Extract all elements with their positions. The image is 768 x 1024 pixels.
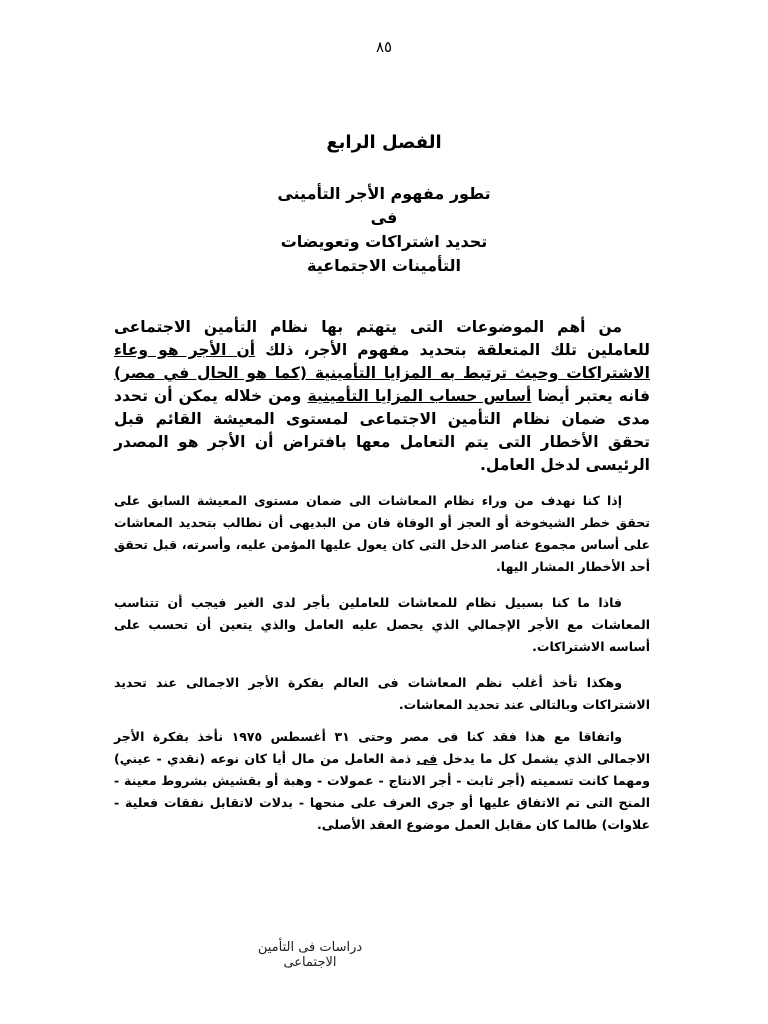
paragraph-5 [114, 726, 650, 836]
paragraph-2 [114, 490, 650, 578]
paragraph-1-part-2: فانه يعتبر أيضا [531, 387, 650, 405]
chapter-title: الفصل الرابع [326, 132, 442, 153]
paragraph-1-text [114, 316, 650, 477]
paragraph-2-text: إذا كنا نهدف من وراء نظام المعاشات الى ضمان مستوى المعيشة السابق على تحقق خطر الشيخوخة أو العجز أو الوفاة فان من البديهى أن نطالب بتحديد المعاشات على أساس مجموع عناصر الدخل التى كان يعول عليها المؤمن عليه، وأسرته، قبل تحقق أحد الأخطار المشار اليها. [114, 493, 650, 574]
paragraph-5-part-2: ذمة العامل من مال أيا كان نوعه (نقدي - عيني) ومهما كانت تسميته (أجر ثابت - أجر الانتاج - عمولات - وهبة أو بقشيش بشروط معينة - المنح التى تم الاتفاق عليها أو جرى العرف على منحها - بدلات لاتقابل نفقات فعلية - علاوات) طالما كان مقابل العمل موضوع العقد الأصلى. [114, 751, 650, 832]
paragraph-1-underlined-1: أن الأجر هو وعاء الاشتراكات وحيث ترتبط به المزايا التأمينية (كما هو الحال في مصر) [114, 341, 650, 382]
paragraph-1 [114, 316, 650, 477]
subtitle-line-2: فى [370, 208, 398, 227]
paragraph-1-part-1: من أهم الموضوعات التى يتهتم بها نظام التأمين الاجتماعى للعاملين تلك المتعلقة بتحديد مفهوم الأجر، ذلك [114, 318, 650, 359]
paragraph-5-underlined-1: فى [416, 751, 438, 766]
subtitle-line-4: التأمينات الاجتماعية [306, 256, 461, 275]
paragraph-5-part-1: واتفاقا مع هذا فقد كنا فى مصر وحتى ٣١ أغسطس ١٩٧٥ نأخذ بفكرة الأجر الاجمالى الذي يشمل كل ما يدخل [114, 729, 651, 766]
paragraph-3 [114, 592, 650, 658]
subtitle-line-1: تطور مفهوم الأجر التأمينى [277, 184, 491, 203]
paragraph-4 [114, 672, 650, 716]
paragraph-4-text: وهكذا تأخذ أغلب نظم المعاشات فى العالم بفكرة الأجر الاجمالى عند تحديد الاشتراكات وبالتالى عند تحديد المعاشات. [114, 675, 650, 712]
paragraph-3-text: فاذا ما كنا بسبيل نظام للمعاشات للعاملين بأجر لدى الغير فيجب أن تتناسب المعاشات مع الأجر الإجمالي الذي يحصل عليه العامل والذي يتعين أن تحسب على أساسه الاشتراكات. [114, 595, 650, 654]
subtitle-line-3: تحديد اشتراكات وتعويضات [280, 232, 488, 251]
chapter-subtitle [0, 182, 768, 278]
paragraph-1-part-3: ومن خلاله يمكن أن تحدد مدى ضمان نظام التأمين الاجتماعى لمستوى المعيشة القائم قبل تحقق الأخطار التى يتم التعامل معها بافتراض أن الأجر هو المصدر الرئيسى لدخل العامل. [114, 387, 650, 474]
paragraph-5-text [114, 726, 650, 836]
page-footer: دراسات فى التأمين الاجتماعى [257, 940, 363, 970]
paragraph-1-underlined-2: أساس حساب المزايا التأمينية [307, 387, 532, 405]
page-number: ٨٥ [375, 38, 393, 56]
